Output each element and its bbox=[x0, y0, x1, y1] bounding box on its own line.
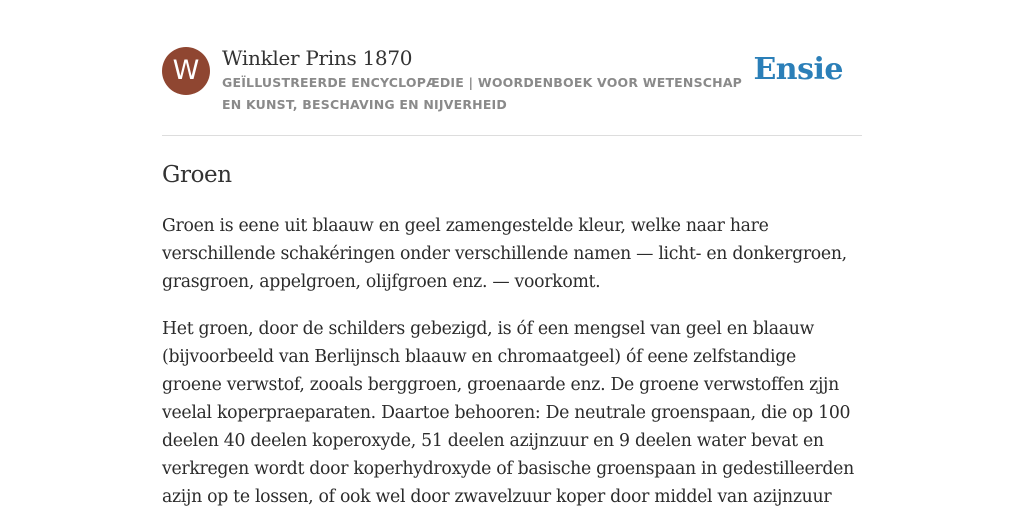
paragraph-line: (bijvoorbeeld van Berlijnsch blaauw en chromaatgeel) óf eene zelfstandige bbox=[162, 347, 796, 367]
paragraph-line: deelen 40 deelen koperoxyde, 51 deelen azijnzuur en 9 deelen water bevat en bbox=[162, 431, 824, 451]
paragraph-line: verkregen wordt door koperhydroxyde of basische groenspaan in gedestilleerden bbox=[162, 459, 854, 479]
source-avatar[interactable]: W bbox=[162, 47, 210, 95]
header-divider bbox=[162, 135, 862, 136]
entry-paragraph-2 bbox=[162, 315, 862, 511]
paragraph-line: azijn op te lossen, of ook wel door zwavelzuur koper door middel van azijnzuur bbox=[162, 487, 832, 507]
source-title-link[interactable]: Winkler Prins 1870 bbox=[222, 46, 413, 70]
entry-title: Groen bbox=[162, 162, 232, 188]
source-subtitle: GEÏLLUSTREERDE ENCYCLOPÆDIE | WOORDENBOEK VOOR WETENSCHAP EN KUNST, BESCHAVING EN NIJVERHEID bbox=[222, 75, 743, 112]
entry-paragraph-1 bbox=[162, 212, 862, 296]
source-header bbox=[162, 46, 862, 116]
paragraph-line: Het groen, door de schilders gebezigd, is óf een mengsel van geel en blaauw bbox=[162, 319, 815, 339]
paragraph-line: Groen is eene uit blaauw en geel zamengestelde kleur, welke naar hare bbox=[162, 216, 769, 236]
paragraph-line: grasgroen, appelgroen, olijfgroen enz. — voorkomt. bbox=[162, 272, 601, 292]
paragraph-line: verschillende schakéringen onder verschillende namen — licht- en donkergroen, bbox=[162, 244, 847, 264]
paragraph-line: groene verwstof, zooals berggroen, groenaarde enz. De groene verwstoffen zjjn bbox=[162, 375, 839, 395]
entry-body bbox=[162, 212, 862, 511]
paragraph-gap bbox=[162, 296, 862, 315]
ensie-logo-link[interactable]: Ensie bbox=[753, 52, 843, 87]
paragraph-line: veelal koperpraeparaten. Daartoe behooren: De neutrale groenspaan, die op 100 bbox=[162, 403, 851, 423]
